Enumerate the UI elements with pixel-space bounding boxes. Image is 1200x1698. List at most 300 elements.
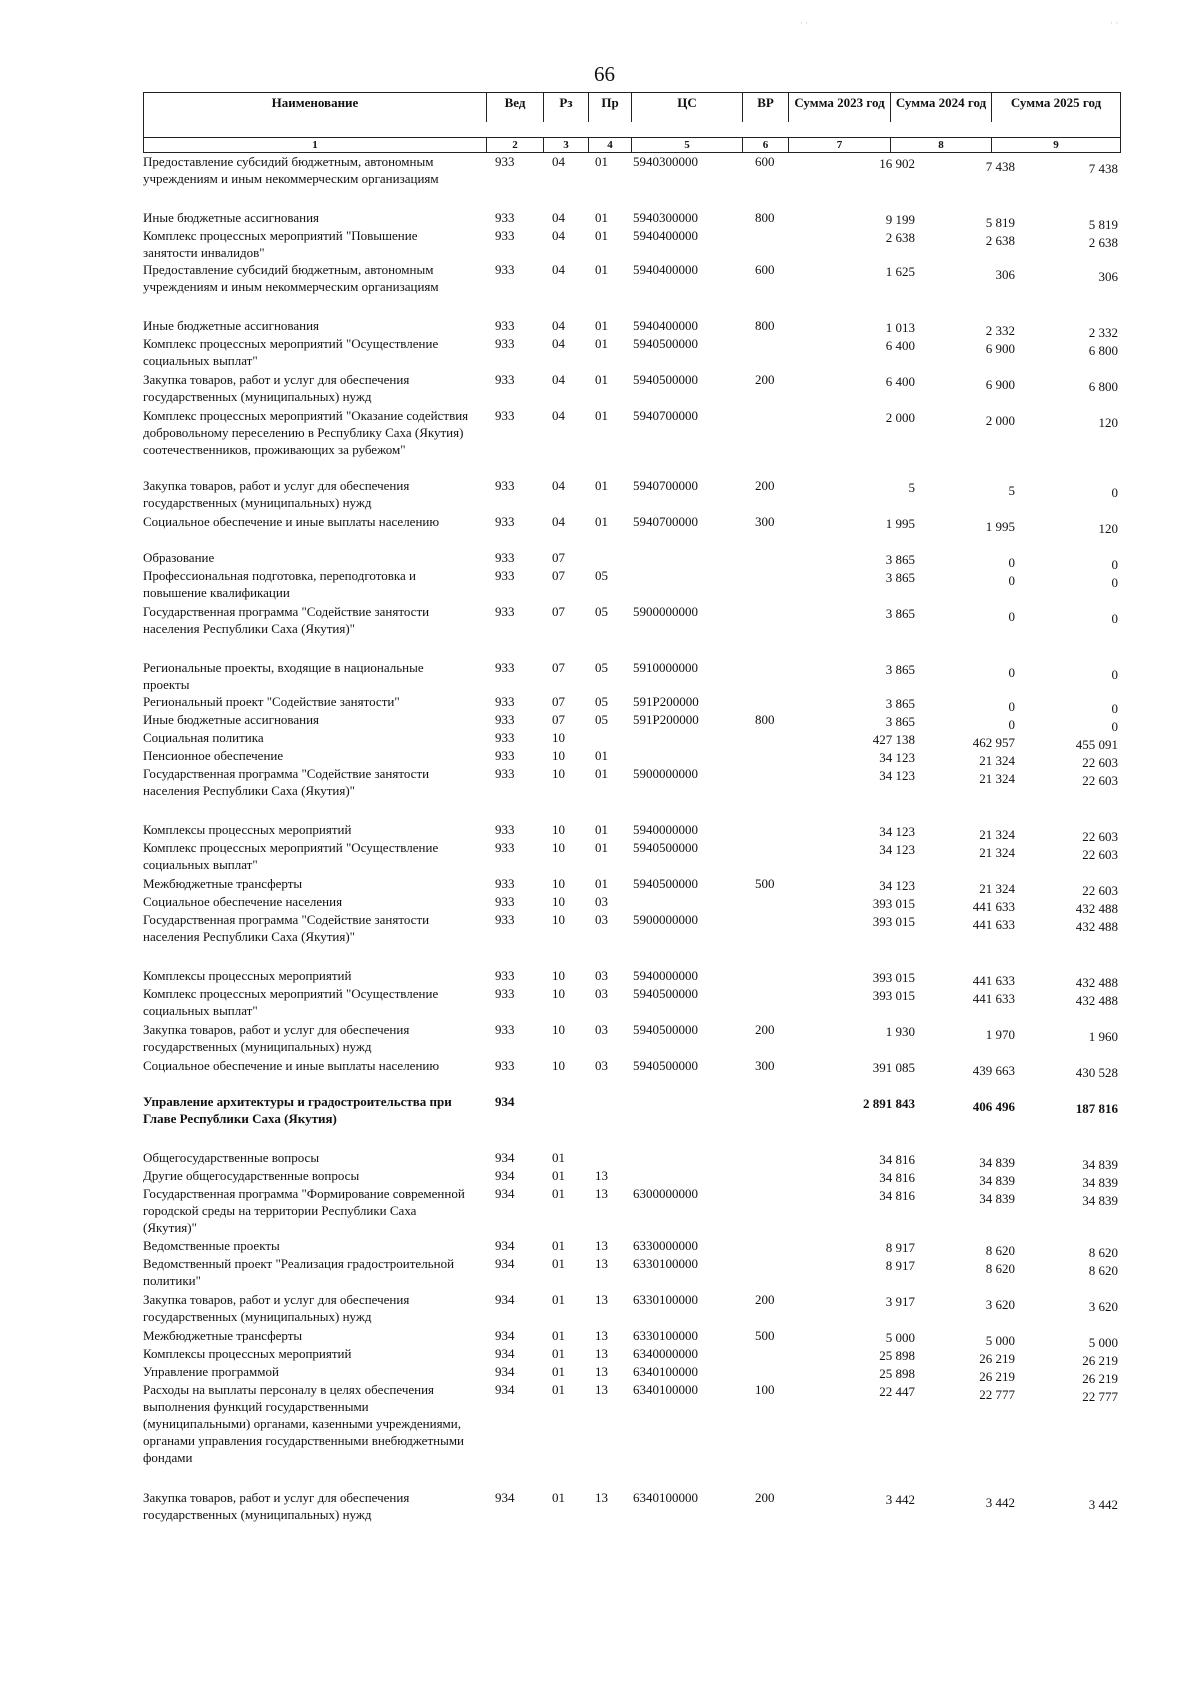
row-rz: 01: [552, 1292, 565, 1307]
row-sum-2024: 6 900: [985, 341, 1015, 356]
row-sum-2023: 34 123: [879, 750, 915, 765]
row-sum-2023: 34 123: [879, 842, 915, 857]
header-name: Наименование: [144, 93, 487, 122]
row-name: Социальное обеспечение населения: [143, 894, 343, 909]
row-pr: 03: [595, 894, 608, 909]
table-row: [143, 261, 1121, 317]
row-sum-2023: 393 015: [872, 988, 915, 1003]
column-number-row: [143, 137, 1121, 153]
row-name: Государственная программа "Содействие занятости населения Республики Саха (Якутия)": [143, 604, 430, 636]
table-row: [143, 893, 1121, 916]
row-cs: 6340100000: [633, 1382, 698, 1397]
row-sum-2024: 5 000: [985, 1333, 1015, 1348]
row-name: Социальное обеспечение и иные выплаты населению: [143, 514, 440, 529]
row-ved: 933: [495, 712, 515, 727]
row-cs: 5900000000: [633, 912, 698, 927]
row-name: Пенсионное обеспечение: [143, 748, 284, 763]
row-pr: 01: [595, 766, 608, 781]
row-sum-2024: 7 438: [985, 159, 1015, 174]
row-sum-2024: 439 663: [972, 1063, 1015, 1078]
row-sum-2023: 6 400: [885, 374, 915, 389]
row-ved: 934: [495, 1328, 515, 1343]
row-cs: 5940500000: [633, 1058, 698, 1073]
row-rz: 07: [552, 694, 565, 709]
row-name: Государственная программа "Содействие занятости населения Республики Саха (Якутия)": [143, 912, 430, 944]
row-sum-2023: 34 816: [879, 1152, 915, 1167]
row-sum-2025: 0: [1111, 557, 1118, 572]
row-sum-2024: 5 819: [985, 215, 1015, 230]
row-sum-2025: 2 332: [1088, 325, 1118, 340]
row-vr: 300: [755, 1058, 775, 1073]
row-sum-2023: 391 085: [872, 1060, 915, 1075]
row-pr: 13: [595, 1328, 608, 1343]
row-ved: 933: [495, 694, 515, 709]
row-rz: 01: [552, 1238, 565, 1253]
row-sum-2025: 432 488: [1075, 975, 1118, 990]
column-number: 2: [487, 138, 544, 152]
row-vr: 800: [755, 318, 775, 333]
row-sum-2025: 8 620: [1088, 1263, 1118, 1278]
row-sum-2023: 3 865: [885, 714, 915, 729]
row-pr: 13: [595, 1168, 608, 1183]
table-row: [143, 1345, 1121, 1368]
row-rz: 04: [552, 318, 565, 333]
table-row: [143, 567, 1121, 603]
row-cs: 5940500000: [633, 336, 698, 351]
row-sum-2025: 34 839: [1082, 1157, 1118, 1172]
row-pr: 01: [595, 840, 608, 855]
row-rz: 10: [552, 766, 565, 781]
row-pr: 01: [595, 318, 608, 333]
table-row: [143, 875, 1121, 898]
table-row: [143, 1363, 1121, 1386]
row-name: Закупка товаров, работ и услуг для обеспечения государственных (муниципальных) нужд: [143, 478, 410, 510]
row-pr: 13: [595, 1490, 608, 1505]
row-vr: 200: [755, 478, 775, 493]
row-ved: 933: [495, 1058, 515, 1073]
row-pr: 05: [595, 712, 608, 727]
row-pr: 01: [595, 228, 608, 243]
row-cs: 6330000000: [633, 1238, 698, 1253]
table-row: [143, 477, 1121, 513]
row-pr: 01: [595, 154, 608, 169]
row-cs: 5910000000: [633, 660, 698, 675]
row-pr: 03: [595, 968, 608, 983]
row-cs: 5940300000: [633, 210, 698, 225]
row-pr: 01: [595, 336, 608, 351]
table-row: [143, 659, 1121, 693]
row-sum-2024: 34 839: [979, 1173, 1015, 1188]
row-ved: 933: [495, 372, 515, 387]
row-ved: 933: [495, 894, 515, 909]
row-sum-2025: 3 442: [1088, 1497, 1118, 1512]
row-sum-2023: 393 015: [872, 914, 915, 929]
row-cs: 5940400000: [633, 228, 698, 243]
row-rz: 01: [552, 1256, 565, 1271]
table-row: [143, 371, 1121, 407]
row-sum-2023: 34 123: [879, 824, 915, 839]
row-vr: 800: [755, 210, 775, 225]
row-name: Региональный проект "Содействие занятости": [143, 694, 400, 709]
table-row: [143, 153, 1121, 209]
row-vr: 100: [755, 1382, 775, 1397]
header-cs: ЦС: [632, 93, 743, 122]
row-cs: 5940400000: [633, 262, 698, 277]
row-sum-2025: 5 819: [1088, 217, 1118, 232]
row-name: Иные бюджетные ассигнования: [143, 318, 320, 333]
row-sum-2023: 427 138: [872, 732, 915, 747]
row-sum-2025: 26 219: [1082, 1371, 1118, 1386]
row-sum-2024: 26 219: [979, 1351, 1015, 1366]
row-cs: 6330100000: [633, 1328, 698, 1343]
row-sum-2024: 306: [995, 267, 1015, 282]
row-sum-2023: 2 891 843: [863, 1096, 915, 1111]
row-name: Образование: [143, 550, 215, 565]
column-number: 5: [632, 138, 743, 152]
row-name: Управление программой: [143, 1364, 279, 1379]
row-pr: 03: [595, 1022, 608, 1037]
table-row: [143, 985, 1121, 1021]
row-ved: 933: [495, 408, 515, 423]
row-pr: 05: [595, 568, 608, 583]
column-number: 3: [544, 138, 589, 152]
row-name: Предоставление субсидий бюджетным, автономным учреждениям и иным некоммерческим организациям: [143, 154, 439, 186]
row-rz: 01: [552, 1364, 565, 1379]
row-sum-2025: 22 603: [1082, 883, 1118, 898]
row-name: Государственная программа "Содействие занятости населения Республики Саха (Якутия)": [143, 766, 430, 798]
table-row: [143, 911, 1121, 967]
row-sum-2025: 6 800: [1088, 379, 1118, 394]
row-sum-2024: 8 620: [985, 1261, 1015, 1276]
row-name: Расходы на выплаты персоналу в целях обеспечения выполнения функций государственными (муниципальными) органами, казенными учреждениями, органами управления государственными внебюджетными фондами: [143, 1382, 465, 1465]
row-rz: 10: [552, 748, 565, 763]
row-cs: 5940500000: [633, 372, 698, 387]
row-name: Государственная программа "Формирование современной городской среды на территории Республики Саха (Якутия)": [143, 1186, 465, 1235]
row-rz: 04: [552, 478, 565, 493]
row-pr: 13: [595, 1292, 608, 1307]
row-cs: 5940500000: [633, 986, 698, 1001]
row-sum-2023: 5: [908, 480, 915, 495]
row-rz: 04: [552, 154, 565, 169]
row-pr: 13: [595, 1364, 608, 1379]
budget-table: [143, 92, 1121, 1525]
row-sum-2024: 34 839: [979, 1155, 1015, 1170]
row-sum-2025: 34 839: [1082, 1193, 1118, 1208]
row-sum-2025: 22 603: [1082, 847, 1118, 862]
row-sum-2024: 462 957: [972, 735, 1015, 750]
row-ved: 933: [495, 730, 515, 745]
row-rz: 07: [552, 550, 565, 565]
row-rz: 01: [552, 1382, 565, 1397]
row-cs: 5940500000: [633, 1022, 698, 1037]
table-row: [143, 693, 1121, 716]
row-sum-2024: 2 000: [985, 413, 1015, 428]
row-rz: 10: [552, 840, 565, 855]
row-sum-2023: 1 625: [885, 264, 915, 279]
row-ved: 933: [495, 262, 515, 277]
row-sum-2025: 455 091: [1075, 737, 1118, 752]
row-sum-2024: 0: [1008, 573, 1015, 588]
row-sum-2025: 2 638: [1088, 235, 1118, 250]
row-cs: 5940000000: [633, 822, 698, 837]
column-number: 8: [891, 138, 992, 152]
row-sum-2023: 3 865: [885, 552, 915, 567]
table-header: [143, 92, 1121, 137]
row-name: Комплексы процессных мероприятий: [143, 968, 352, 983]
row-ved: 933: [495, 514, 515, 529]
row-rz: 01: [552, 1186, 565, 1201]
row-sum-2025: 26 219: [1082, 1353, 1118, 1368]
row-sum-2025: 7 438: [1088, 161, 1118, 176]
table-row: [143, 1185, 1121, 1237]
row-pr: 13: [595, 1238, 608, 1253]
row-ved: 933: [495, 568, 515, 583]
row-ved: 934: [495, 1186, 515, 1201]
row-rz: 04: [552, 336, 565, 351]
row-pr: 13: [595, 1346, 608, 1361]
row-sum-2024: 21 324: [979, 827, 1015, 842]
row-pr: 13: [595, 1186, 608, 1201]
header-sum-2025: Сумма 2025 год: [1010, 95, 1102, 110]
row-sum-2025: 430 528: [1075, 1065, 1118, 1080]
row-ved: 934: [495, 1150, 515, 1165]
row-cs: 5940700000: [633, 478, 698, 493]
table-row: [143, 317, 1121, 340]
row-ved: 934: [495, 1292, 515, 1307]
row-cs: 591Р200000: [633, 694, 699, 709]
row-cs: 5940400000: [633, 318, 698, 333]
row-sum-2023: 22 447: [879, 1384, 915, 1399]
row-pr: 01: [595, 876, 608, 891]
row-sum-2024: 21 324: [979, 845, 1015, 860]
row-ved: 933: [495, 660, 515, 675]
row-sum-2023: 3 865: [885, 662, 915, 677]
row-ved: 933: [495, 968, 515, 983]
row-sum-2024: 22 777: [979, 1387, 1015, 1402]
row-sum-2024: 26 219: [979, 1369, 1015, 1384]
margin-mark: · ·: [800, 18, 809, 28]
row-sum-2025: 22 603: [1082, 829, 1118, 844]
row-pr: 01: [595, 210, 608, 225]
row-name: Комплекс процессных мероприятий "Осуществление социальных выплат": [143, 840, 439, 872]
row-name: Закупка товаров, работ и услуг для обеспечения государственных (муниципальных) нужд: [143, 1490, 410, 1522]
row-rz: 04: [552, 408, 565, 423]
row-vr: 600: [755, 154, 775, 169]
row-pr: 03: [595, 986, 608, 1001]
row-name: Социальная политика: [143, 730, 264, 745]
row-name: Ведомственные проекты: [143, 1238, 280, 1253]
row-cs: 5900000000: [633, 604, 698, 619]
table-row: [143, 1237, 1121, 1260]
row-vr: 200: [755, 1292, 775, 1307]
row-name: Закупка товаров, работ и услуг для обеспечения государственных (муниципальных) нужд: [143, 372, 410, 404]
row-pr: 13: [595, 1256, 608, 1271]
row-sum-2023: 6 400: [885, 338, 915, 353]
row-rz: 04: [552, 514, 565, 529]
table-row: [143, 335, 1121, 371]
table-row: [143, 1057, 1121, 1093]
row-pr: 01: [595, 262, 608, 277]
row-pr: 05: [595, 694, 608, 709]
header-sum-2024: Сумма 2024 год: [891, 93, 992, 122]
row-sum-2023: 25 898: [879, 1366, 915, 1381]
row-pr: 01: [595, 748, 608, 763]
table-row: [143, 1021, 1121, 1057]
row-rz: 01: [552, 1168, 565, 1183]
row-cs: 5940700000: [633, 408, 698, 423]
table-row: [143, 1327, 1121, 1350]
table-row: [143, 821, 1121, 844]
row-sum-2024: 441 633: [972, 991, 1015, 1006]
row-sum-2025: 432 488: [1075, 993, 1118, 1008]
row-pr: 01: [595, 408, 608, 423]
table-row: [143, 1291, 1121, 1327]
row-sum-2024: 21 324: [979, 753, 1015, 768]
table-row: [143, 711, 1121, 734]
row-cs: 6340000000: [633, 1346, 698, 1361]
header-rz: Рз: [544, 93, 589, 122]
row-name: Управление архитектуры и градостроительства при Главе Республики Саха (Якутия): [143, 1094, 452, 1126]
row-sum-2024: 441 633: [972, 973, 1015, 988]
table-row: [143, 1093, 1121, 1149]
table-row: [143, 227, 1121, 261]
row-ved: 933: [495, 986, 515, 1001]
row-name: Предоставление субсидий бюджетным, автономным учреждениям и иным некоммерческим организациям: [143, 262, 439, 294]
row-vr: 200: [755, 372, 775, 387]
row-rz: 01: [552, 1328, 565, 1343]
row-name: Межбюджетные трансферты: [143, 876, 303, 891]
page-number: 66: [594, 62, 615, 86]
header-ved: Вед: [487, 93, 544, 122]
table-row: [143, 603, 1121, 659]
row-sum-2023: 34 123: [879, 878, 915, 893]
row-rz: 07: [552, 604, 565, 619]
row-pr: 01: [595, 478, 608, 493]
row-name: Другие общегосударственные вопросы: [143, 1168, 360, 1183]
table-row: [143, 1381, 1121, 1489]
row-sum-2025: 0: [1111, 667, 1118, 682]
row-cs: 6340100000: [633, 1364, 698, 1379]
row-pr: 01: [595, 372, 608, 387]
row-rz: 04: [552, 372, 565, 387]
column-number: 4: [589, 138, 632, 152]
row-sum-2024: 0: [1008, 717, 1015, 732]
row-ved: 933: [495, 876, 515, 891]
row-sum-2025: 22 603: [1082, 773, 1118, 788]
row-name: Комплекс процессных мероприятий "Осуществление социальных выплат": [143, 986, 439, 1018]
row-cs: 6340100000: [633, 1490, 698, 1505]
row-rz: 10: [552, 822, 565, 837]
row-rz: 04: [552, 228, 565, 243]
table-row: [143, 513, 1121, 549]
row-sum-2025: 5 000: [1088, 1335, 1118, 1350]
row-vr: 600: [755, 262, 775, 277]
row-sum-2024: 21 324: [979, 771, 1015, 786]
row-vr: 800: [755, 712, 775, 727]
column-number: 6: [743, 138, 789, 152]
row-sum-2025: 1 960: [1088, 1029, 1118, 1044]
row-sum-2023: 1 930: [885, 1024, 915, 1039]
row-rz: 10: [552, 986, 565, 1001]
row-pr: 01: [595, 514, 608, 529]
row-rz: 10: [552, 1022, 565, 1037]
row-sum-2023: 2 638: [885, 230, 915, 245]
table-row: [143, 1489, 1121, 1525]
row-pr: 03: [595, 912, 608, 927]
row-ved: 933: [495, 210, 515, 225]
row-ved: 934: [495, 1364, 515, 1379]
row-rz: 04: [552, 262, 565, 277]
row-sum-2025: 432 488: [1075, 919, 1118, 934]
row-name: Общегосударственные вопросы: [143, 1150, 320, 1165]
row-cs: 5940500000: [633, 876, 698, 891]
row-ved: 933: [495, 840, 515, 855]
row-rz: 10: [552, 876, 565, 891]
row-sum-2024: 0: [1008, 555, 1015, 570]
column-number: 9: [1053, 139, 1059, 151]
row-ved: 933: [495, 822, 515, 837]
row-sum-2025: 22 603: [1082, 755, 1118, 770]
row-vr: 500: [755, 1328, 775, 1343]
row-sum-2025: 0: [1111, 611, 1118, 626]
row-sum-2023: 1 013: [885, 320, 915, 335]
row-pr: 13: [595, 1382, 608, 1397]
row-ved: 933: [495, 766, 515, 781]
row-ved: 933: [495, 478, 515, 493]
table-row: [143, 839, 1121, 875]
row-sum-2023: 3 865: [885, 696, 915, 711]
row-sum-2025: 306: [1098, 269, 1118, 284]
row-sum-2023: 9 199: [885, 212, 915, 227]
row-name: Комплексы процессных мероприятий: [143, 822, 352, 837]
row-sum-2024: 441 633: [972, 917, 1015, 932]
row-vr: 200: [755, 1022, 775, 1037]
row-rz: 10: [552, 894, 565, 909]
row-rz: 07: [552, 568, 565, 583]
row-ved: 934: [495, 1094, 515, 1109]
row-sum-2024: 1 995: [985, 519, 1015, 534]
row-sum-2024: 441 633: [972, 899, 1015, 914]
row-sum-2024: 8 620: [985, 1243, 1015, 1258]
column-number: 7: [789, 138, 891, 152]
row-rz: 10: [552, 912, 565, 927]
row-sum-2024: 0: [1008, 665, 1015, 680]
row-sum-2023: 25 898: [879, 1348, 915, 1363]
row-pr: 05: [595, 660, 608, 675]
header-sum-2023: Сумма 2023 год: [789, 93, 891, 122]
row-cs: 6300000000: [633, 1186, 698, 1201]
row-ved: 933: [495, 336, 515, 351]
row-sum-2025: 34 839: [1082, 1175, 1118, 1190]
row-name: Комплекс процессных мероприятий "Осуществление социальных выплат": [143, 336, 439, 368]
header-pr: Пр: [589, 93, 632, 122]
table-row: [143, 1255, 1121, 1291]
row-rz: 01: [552, 1346, 565, 1361]
row-sum-2025: 22 777: [1082, 1389, 1118, 1404]
row-sum-2025: 187 816: [1075, 1101, 1118, 1116]
row-ved: 933: [495, 748, 515, 763]
row-sum-2023: 8 917: [885, 1240, 915, 1255]
row-sum-2025: 120: [1098, 415, 1118, 430]
table-row: [143, 967, 1121, 990]
row-sum-2024: 5: [1008, 483, 1015, 498]
row-pr: 03: [595, 1058, 608, 1073]
row-cs: 6330100000: [633, 1256, 698, 1271]
row-name: Закупка товаров, работ и услуг для обеспечения государственных (муниципальных) нужд: [143, 1022, 410, 1054]
row-sum-2023: 3 865: [885, 570, 915, 585]
row-vr: 300: [755, 514, 775, 529]
row-sum-2023: 34 816: [879, 1188, 915, 1203]
